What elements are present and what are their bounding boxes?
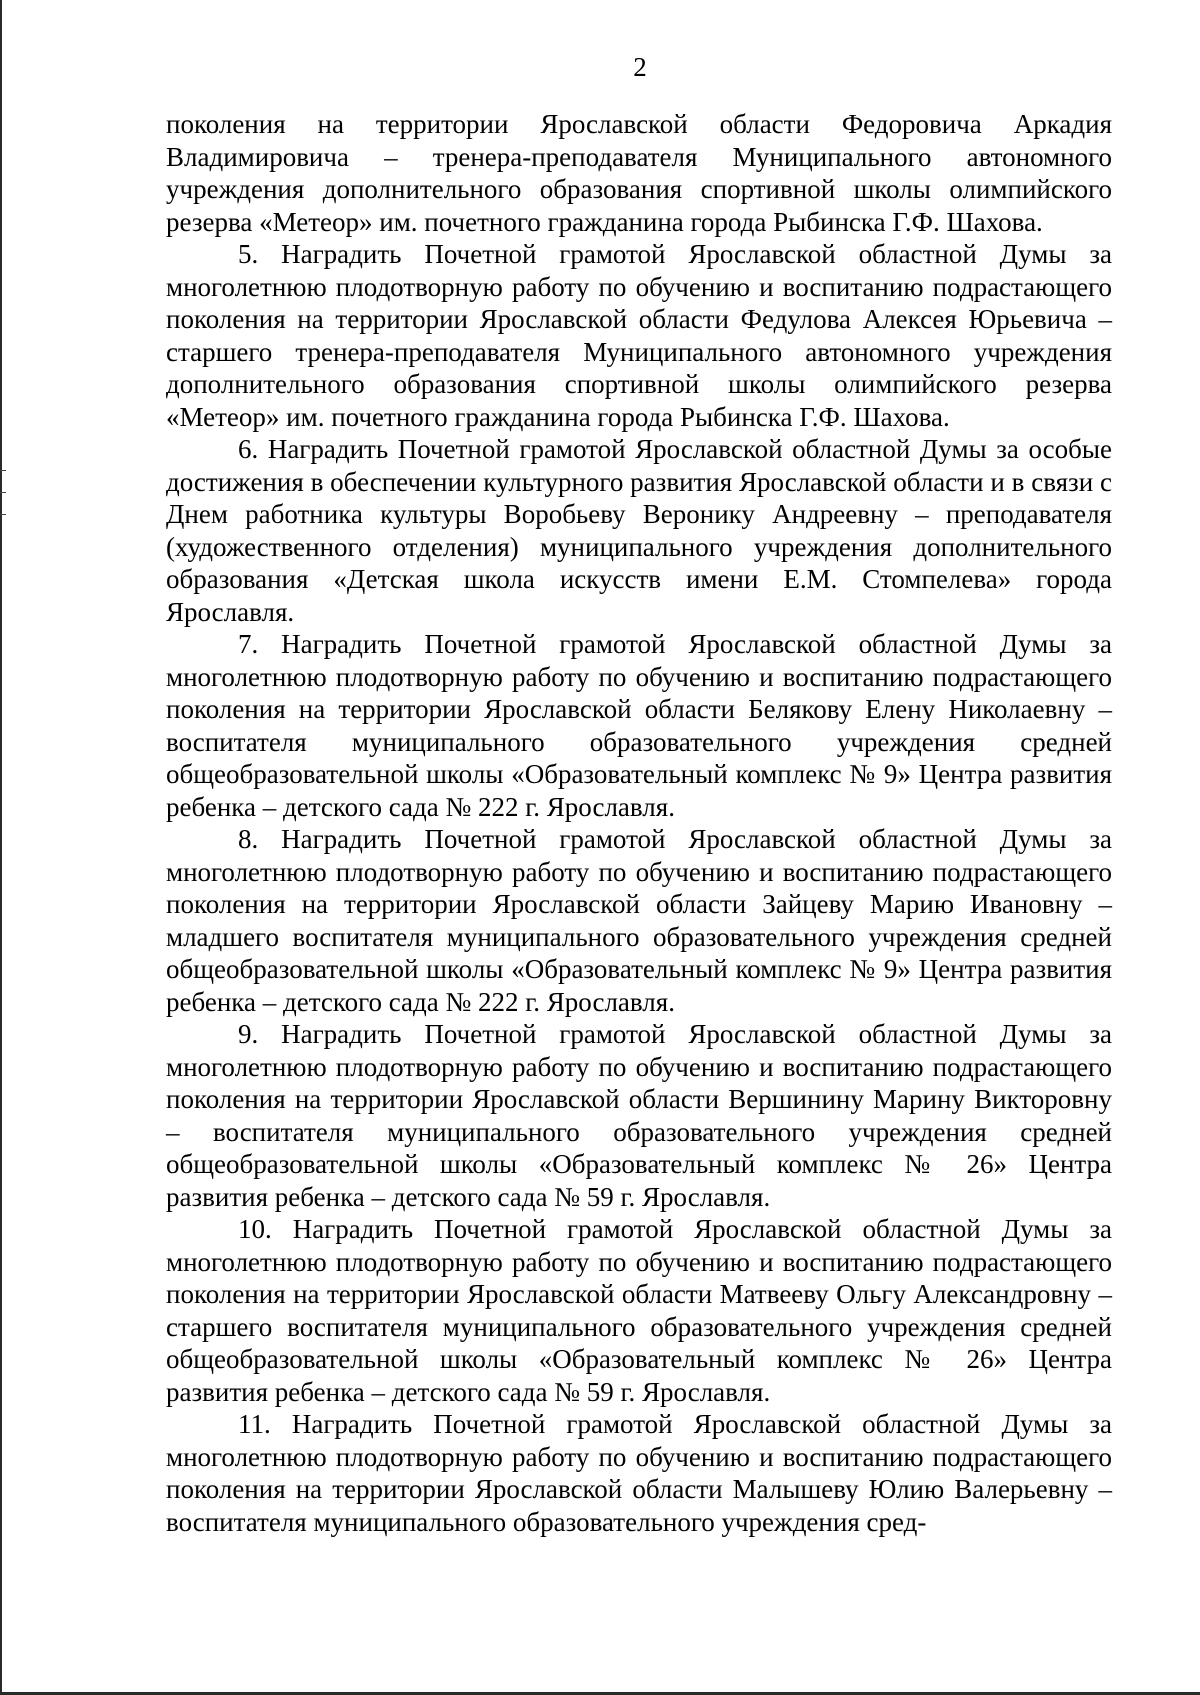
paragraph-item-11: 11. Наградить Почетной грамотой Ярославской областной Думы за многолетнюю плодотворную работу по обучению и воспитанию подрастающего поколения на территории Ярославской области Малышеву Юлию Валерьевну – воспитателя муниципального образовательного учреждения сред- — [166, 1409, 1112, 1537]
paragraph-continuation: поколения на территории Ярославской области Федоровича Аркадия Владимировича – тренера-преподавателя Муниципального автономного учреждения дополнительного образования спортивной школы олимпийского резерва «Метеор» им. почетного гражданина города Рыбинска Г.Ф. Шахова. — [166, 109, 1112, 237]
scan-edge-mark — [0, 470, 6, 471]
paragraph-item-10: 10. Наградить Почетной грамотой Ярославской областной Думы за многолетнюю плодотворную работу по обучению и воспитанию подрастающего поколения на территории Ярославской области Матвееву Ольгу Александровну – старшего воспитателя муниципального образовательного учреждения средней общеобразовательной школы «Образовательный комплекс № 26» Центра развития ребенка – детского сада № 59 г. Ярославля. — [166, 1214, 1112, 1407]
paragraph-item-5: 5. Наградить Почетной грамотой Ярославской областной Думы за многолетнюю плодотворную работу по обучению и воспитанию подрастающего поколения на территории Ярославской области Федулова Алексея Юрьевича – старшего тренера-преподавателя Муниципального автономного учреждения дополнительного образования спортивной школы олимпийского резерва «Метеор» им. почетного гражданина города Рыбинска Г.Ф. Шахова. — [166, 239, 1112, 432]
paragraph-item-9: 9. Наградить Почетной грамотой Ярославской областной Думы за многолетнюю плодотворную работу по обучению и воспитанию подрастающего поколения на территории Ярославской области Вершинину Марину Викторовну – воспитателя муниципального образовательного учреждения средней общеобразовательной школы «Образовательный комплекс № 26» Центра развития ребенка – детского сада № 59 г. Ярославля. — [166, 1019, 1112, 1212]
scan-edge-mark — [0, 492, 6, 493]
paragraph-item-8: 8. Наградить Почетной грамотой Ярославской областной Думы за многолетнюю плодотворную работу по обучению и воспитанию подрастающего поколения на территории Ярославской области Зайцеву Марию Ивановну – младшего воспитателя муниципального образовательного учреждения средней общеобразовательной школы «Образовательный комплекс № 9» Центра развития ребенка – детского сада № 222 г. Ярославля. — [166, 824, 1112, 1017]
page-number: 2 — [633, 52, 647, 82]
document-body — [166, 108, 1112, 1538]
paragraph-item-7: 7. Наградить Почетной грамотой Ярославской областной Думы за многолетнюю плодотворную работу по обучению и воспитанию подрастающего поколения на территории Ярославской области Белякову Елену Николаевну – воспитателя муниципального образовательного учреждения средней общеобразовательной школы «Образовательный комплекс № 9» Центра развития ребенка – детского сада № 222 г. Ярославля. — [166, 629, 1112, 822]
scan-left-edge — [0, 0, 2, 1695]
scan-edge-mark — [0, 514, 6, 515]
paragraph-item-6: 6. Наградить Почетной грамотой Ярославской областной Думы за особые достижения в обеспечении культурного развития Ярославской области и в связи с Днем работника культуры Воробьеву Веронику Андреевну – преподавателя (художественного отделения) муниципального учреждения дополнительного образования «Детская школа искусств имени Е.М. Стомпелева» города Ярославля. — [166, 434, 1112, 627]
